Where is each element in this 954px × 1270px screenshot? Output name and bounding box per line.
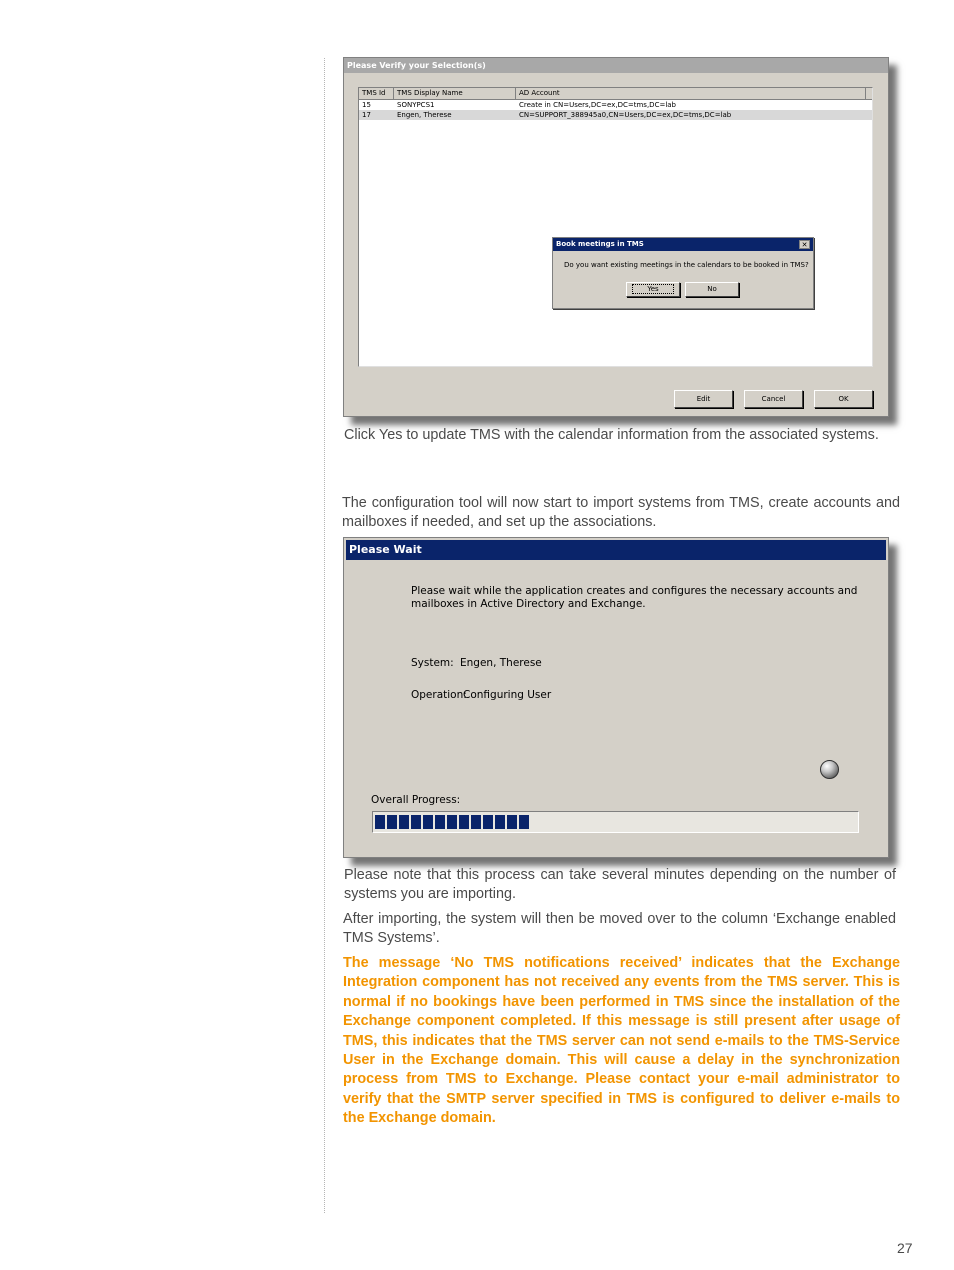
- progress-label: Overall Progress:: [371, 794, 461, 806]
- caption-process-time: Please note that this process can take several minutes depending on the number of systems you are importing.: [344, 867, 896, 903]
- column-header-display-name[interactable]: TMS Display Name: [394, 88, 516, 99]
- progress-block: [519, 815, 529, 829]
- paragraph-import-systems: The configuration tool will now start to import systems from TMS, create accounts and mailboxes if needed, and set up the associations.: [342, 495, 900, 531]
- operation-label: Operation:: [411, 689, 467, 701]
- list-header: [359, 88, 872, 100]
- overall-progress-bar: [372, 811, 859, 833]
- cell-ad-account: Create in CN=Users,DC=ex,DC=tms,DC=lab: [519, 101, 677, 109]
- verify-selection-screenshot: [343, 57, 889, 417]
- please-wait-screenshot: [343, 537, 889, 858]
- column-header-ad-account[interactable]: AD Account: [516, 88, 866, 99]
- cancel-button[interactable]: Cancel: [744, 390, 803, 408]
- progress-block: [447, 815, 457, 829]
- operation-value: Configuring User: [463, 689, 552, 701]
- notification-note: The message ‘No TMS notifications received’ indicates that the Exchange Integration component has not received any events from the TMS server. This is normal if no bookings have been performed in TMS since the installation of the Exchange component completed. If this message is still present after usage of TMS, this indicates that the TMS server can not send e-mails to the TMS-Service User in the Exchange domain. This will cause a delay in the synchronization process from TMS to Exchange. Please contact your e-mail administrator to verify that the SMTP server specified in TMS is configured to deliver e-mails to the Exchange domain.: [343, 955, 900, 1127]
- progress-fill: [375, 815, 529, 829]
- yes-button[interactable]: [626, 282, 680, 297]
- dialog-title-text: Book meetings in TMS: [556, 240, 644, 248]
- paragraph-after-import: After importing, the system will then be moved over to the column ‘Exchange enabled TMS Systems’.: [343, 911, 896, 947]
- column-header-tms-id[interactable]: TMS Id: [359, 88, 394, 99]
- system-label: System:: [411, 657, 454, 669]
- cell-tms-id: 17: [362, 111, 371, 119]
- progress-block: [411, 815, 421, 829]
- ok-button[interactable]: OK: [814, 390, 873, 408]
- yes-button-label: Yes: [633, 285, 672, 293]
- book-meetings-dialog: [552, 237, 814, 309]
- cell-display-name: SONYPCS1: [397, 101, 435, 109]
- cell-ad-account: CN=SUPPORT_388945a0,CN=Users,DC=ex,DC=tms,DC=lab: [519, 111, 732, 119]
- verify-window-title: Please Verify your Selection(s): [344, 58, 888, 73]
- dialog-title: [553, 238, 813, 251]
- cell-display-name: Engen, Therese: [397, 111, 452, 119]
- list-row[interactable]: [359, 100, 872, 110]
- wait-window-title: Please Wait: [346, 540, 886, 560]
- progress-block: [483, 815, 493, 829]
- progress-block: [399, 815, 409, 829]
- selection-list[interactable]: [358, 87, 873, 367]
- system-value: Engen, Therese: [460, 657, 542, 669]
- cell-tms-id: 15: [362, 101, 371, 109]
- margin-rule: [324, 58, 325, 1213]
- progress-block: [423, 815, 433, 829]
- progress-block: [459, 815, 469, 829]
- progress-block: [507, 815, 517, 829]
- dialog-message: Do you want existing meetings in the calendars to be booked in TMS?: [564, 261, 809, 269]
- caption-click-yes: Click Yes to update TMS with the calendar information from the associated systems.: [344, 427, 879, 443]
- progress-block: [471, 815, 481, 829]
- progress-block: [495, 815, 505, 829]
- progress-block: [387, 815, 397, 829]
- edit-button[interactable]: Edit: [674, 390, 733, 408]
- wait-message-line2: mailboxes in Active Directory and Exchange.: [411, 598, 646, 610]
- wait-message-line1: Please wait while the application creates and configures the necessary accounts and: [411, 585, 858, 597]
- progress-block: [375, 815, 385, 829]
- busy-indicator-icon: [820, 760, 839, 779]
- page-number: 27: [897, 1240, 913, 1256]
- no-button[interactable]: No: [685, 282, 739, 297]
- list-row[interactable]: [359, 110, 872, 120]
- close-icon[interactable]: ✕: [799, 240, 810, 249]
- progress-block: [435, 815, 445, 829]
